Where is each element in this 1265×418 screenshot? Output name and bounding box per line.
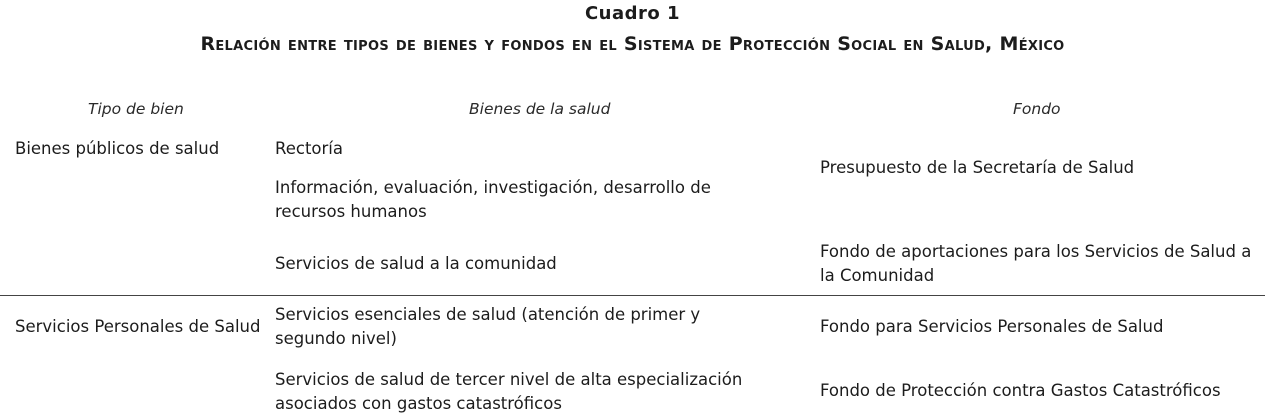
table-cell-fondo: Fondo de aportaciones para los Servicios de Salud a la Comunidad [820, 242, 1252, 285]
column-header-fondo: Fondo [1013, 100, 1061, 118]
column-header-bienes-de-la-salud: Bienes de la salud [469, 100, 611, 118]
table-cell-fondo: Presupuesto de la Secretaría de Salud [820, 158, 1135, 177]
table-cell-tipo: Bienes públicos de salud [15, 139, 220, 158]
table-caption-title: Relación entre tipos de bienes y fondos en el Sistema de Protección Social en Salud, México [200, 33, 1065, 55]
table-cell-bien: Rectoría [275, 139, 343, 158]
column-header-tipo-de-bien: Tipo de bien [88, 100, 184, 118]
table-cell-bien: Servicios de salud de tercer nivel de alta especialización asociados con gastos catastróficos [275, 370, 743, 413]
table-cell-tipo: Servicios Personales de Salud [15, 317, 261, 336]
group-divider [0, 295, 1265, 296]
table-caption-label: Cuadro 1 [584, 3, 681, 24]
table-cell-bien: Servicios esenciales de salud (atención de primer y segundo nivel) [275, 305, 701, 348]
table-cell-bien: Información, evaluación, investigación, desarrollo de recursos humanos [275, 178, 711, 221]
table-cell-fondo: Fondo para Servicios Personales de Salud [820, 317, 1164, 336]
table-cell-fondo: Fondo de Protección contra Gastos Catastróficos [820, 381, 1221, 400]
table-cell-bien: Servicios de salud a la comunidad [275, 254, 557, 273]
